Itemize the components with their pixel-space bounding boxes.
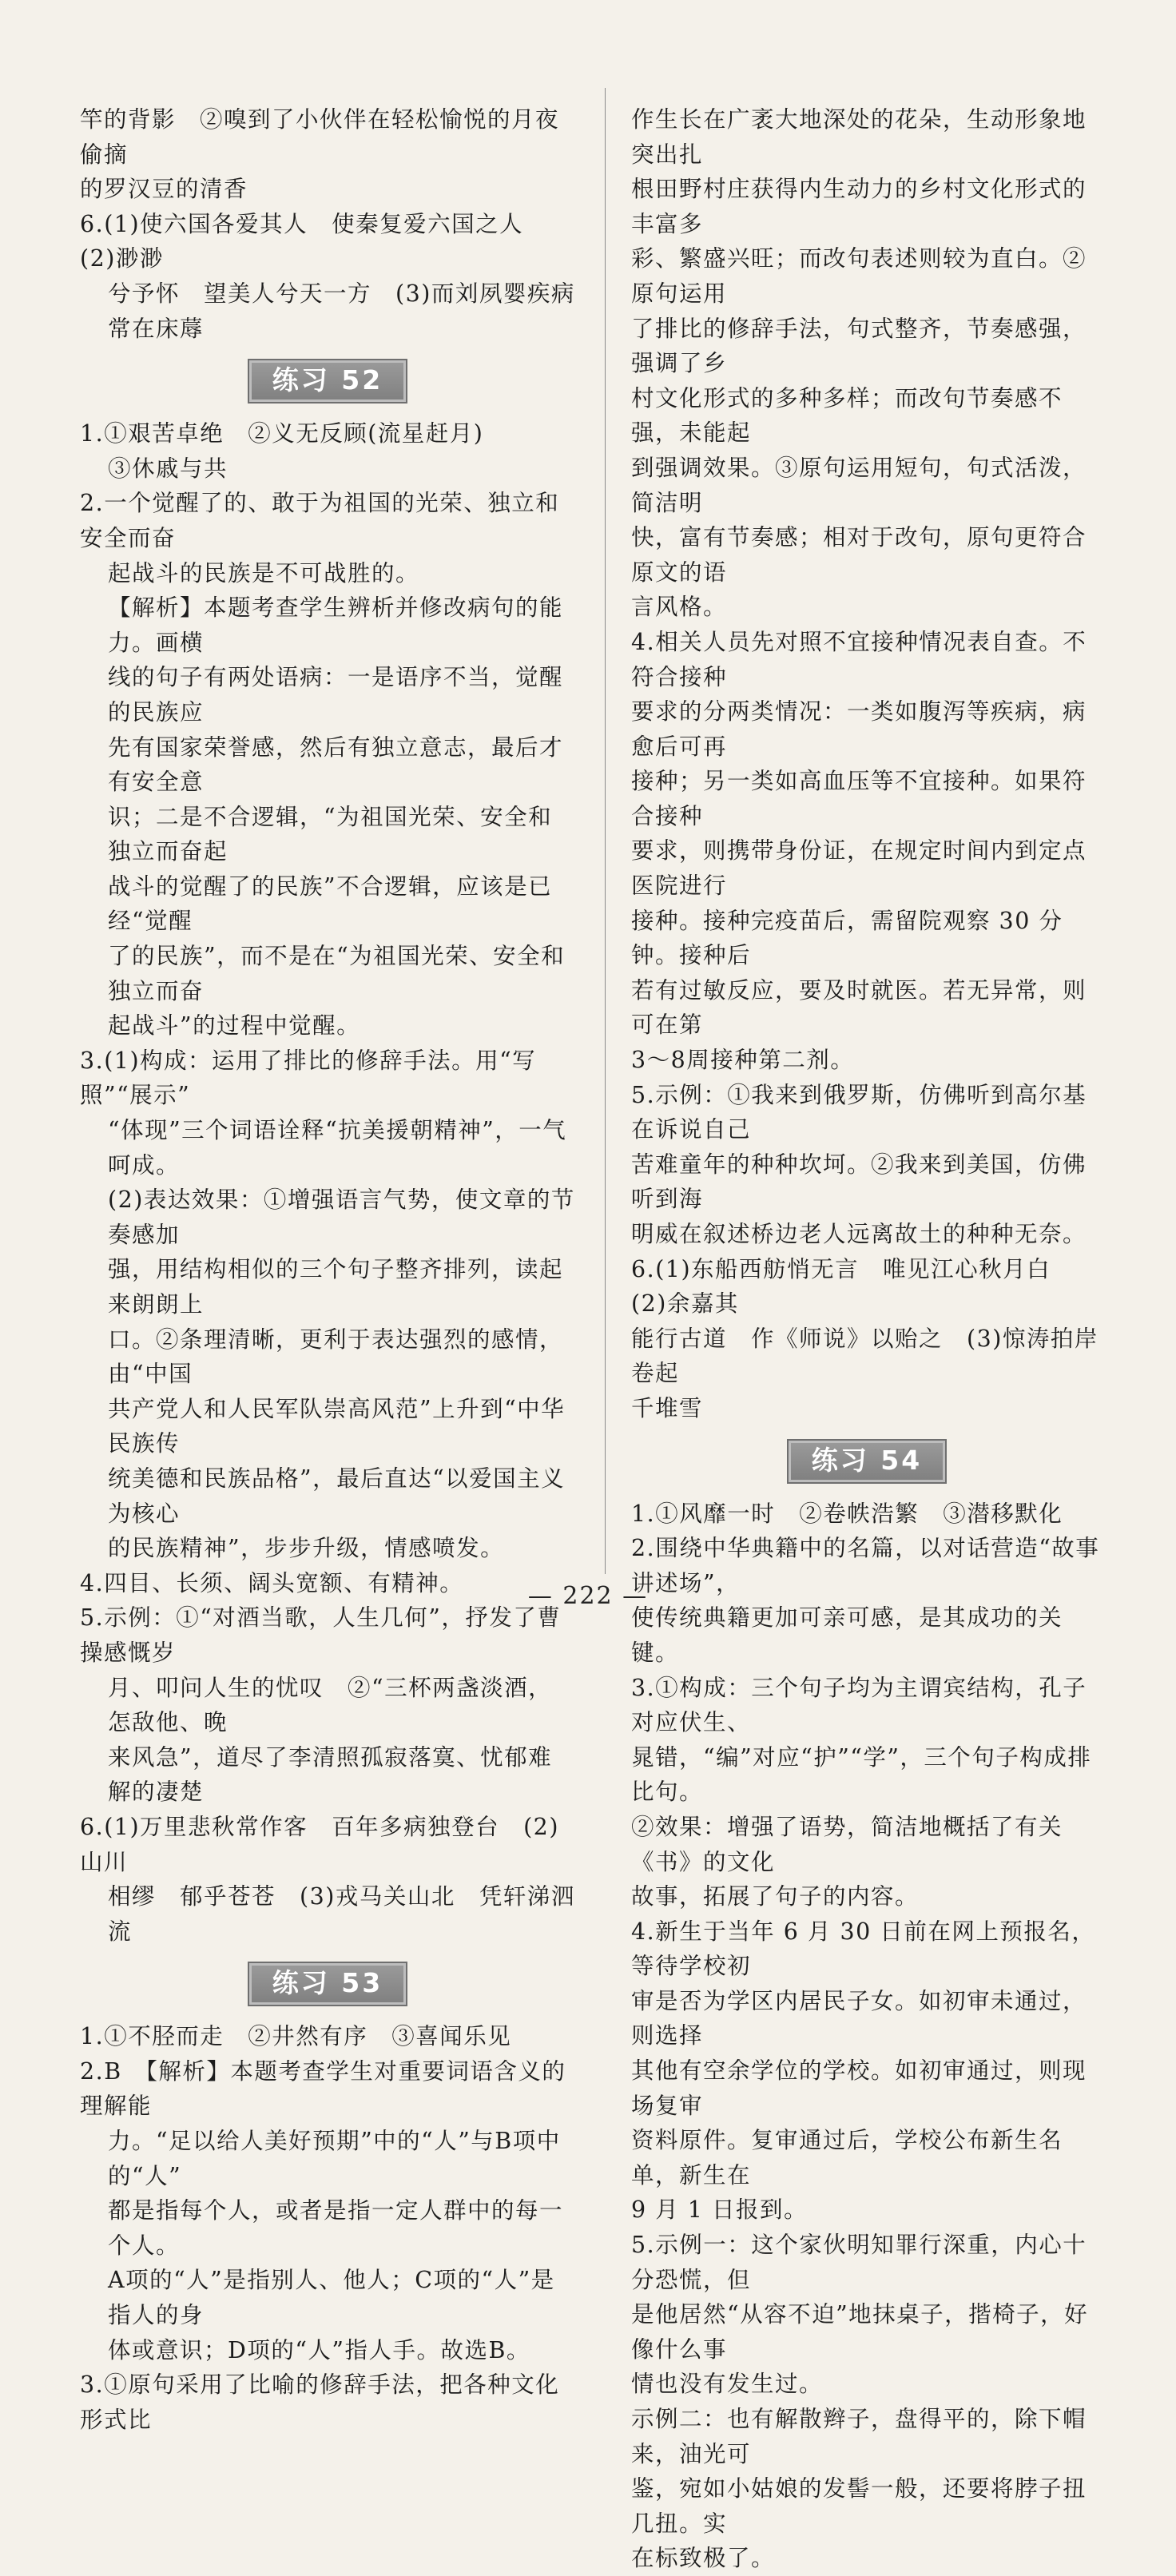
- text-line: 在标致极了。: [631, 2545, 776, 2572]
- text-line: ③休戚与共: [108, 455, 228, 482]
- text-line: 情也没有发生过。: [631, 2371, 824, 2398]
- text-line: 1.①风靡一时 ②卷帙浩繁 ③潜移默化: [631, 1500, 1063, 1527]
- text-line: 5.示例：①我来到俄罗斯，仿佛听到高尔基在诉说自己: [631, 1081, 1087, 1143]
- text-line: 3.①构成：三个句子均为主谓宾结构，孔子对应伏生、: [631, 1674, 1087, 1736]
- text-line: 战斗的觉醒了的民族”不合逻辑，应该是已经“觉醒: [108, 873, 553, 935]
- text-line: 月、叩问人生的忧叹 ②“三杯两盏淡酒，怎敌他、晚: [108, 1674, 553, 1736]
- text-line: 都是指每个人，或者是指一定人群中的每一个人。: [108, 2197, 564, 2259]
- text-line: 千堆雪: [631, 1394, 704, 1421]
- exercise-52-header: [80, 346, 575, 416]
- text-line: 接种。接种完疫苗后，需留院观察 30 分钟。接种后: [631, 907, 1063, 969]
- left-top-section: [80, 102, 575, 346]
- text-line: 2.一个觉醒了的、敢于为祖国的光荣、独立和安全而奋: [80, 490, 560, 551]
- text-line: 鉴，宛如小姑娘的发髻一般，还要将脖子扭几扭。实: [631, 2475, 1087, 2537]
- text-line: 1.①艰苦卓绝 ②义无反顾(流星赶月): [80, 420, 484, 447]
- text-line: 能行古道 作《师说》以贻之 (3)惊涛拍岸 卷起: [631, 1325, 1122, 1387]
- text-line: 力。“足以给人美好预期”中的“人”与B项中的“人”: [108, 2128, 561, 2189]
- text-line: 强，用结构相似的三个句子整齐排列，读起来朗朗上: [108, 1256, 564, 1318]
- text-line: 常在床蓐: [108, 315, 205, 342]
- exercise-54-header: [631, 1426, 1102, 1497]
- text-line: 兮予怀 望美人兮天一方 (3)而刘夙婴疾病: [108, 280, 575, 307]
- text-line: 要求的分两类情况：一类如腹泻等疾病，病愈后可再: [631, 698, 1087, 760]
- exercise-53-header: [80, 1949, 575, 2019]
- text-line: 体或意识；D项的“人”指人手。故选B。: [108, 2336, 530, 2363]
- text-line: 故事，拓展了句子的内容。: [631, 1883, 920, 1910]
- text-line: ②效果：增强了语势，简洁地概括了有关《书》的文化: [631, 1813, 1063, 1875]
- text-line: 的罗汉豆的清香: [80, 176, 248, 203]
- text-line: 1.①不胫而走 ②井然有序 ③喜闻乐见: [80, 2023, 512, 2050]
- text-line: 共产党人和人民军队崇高风范”上升到“中华民族传: [108, 1395, 566, 1457]
- text-line: 2.围绕中华典籍中的名篇，以对话营造“故事讲述场”，: [631, 1535, 1100, 1596]
- text-line: A项的“人”是指别人、他人；C项的“人”是指人的身: [108, 2267, 555, 2329]
- text-line: 3.(1)构成：运用了排比的修辞手法。用“写照”“展示”: [80, 1047, 537, 1109]
- text-line: 到强调效果。③原句运用短句，句式活泼，简洁明: [631, 454, 1087, 516]
- text-line: 言风格。: [631, 594, 728, 621]
- text-line: 6.(1)东船西舫悄无言 唯见江心秋月白 (2)余嘉其: [631, 1255, 1075, 1318]
- text-line: 审是否为学区内居民子女。如初审未通过，则选择: [631, 1987, 1087, 2049]
- text-line: 3.①原句采用了比喻的修辞手法，把各种文化形式比: [80, 2371, 560, 2433]
- text-line: (2)表达效果：①增强语言气势，使文章的节奏感加: [108, 1187, 575, 1248]
- text-line: 口。②条理清晰，更利于表达强烈的感情，由“中国: [108, 1326, 564, 1388]
- text-line: 相缪 郁乎苍苍 (3)戎马关山北 凭轩涕泗流: [108, 1883, 575, 1945]
- left-column: [80, 102, 575, 2437]
- text-line: 是他居然“从容不迫”地抹桌子，揩椅子，好像什么事: [631, 2301, 1089, 2363]
- text-line: 统美德和民族品格”，最后直达“以爱国主义为核心: [108, 1465, 566, 1527]
- right-column: [631, 102, 1122, 2576]
- text-line: 晁错，“编”对应“护”“学”，三个句子构成排比句。: [631, 1743, 1092, 1806]
- text-line: 快，富有节奏感；相对于改句，原句更符合原文的语: [631, 524, 1087, 586]
- exercise-52-title: 练习 52: [248, 359, 407, 403]
- text-line: 4.四目、长须、阔头宽额、有精神。: [80, 1569, 464, 1596]
- text-line: 使传统典籍更加可亲可感，是其成功的关键。: [631, 1604, 1063, 1666]
- exercise-52-body: [80, 416, 575, 1949]
- text-line: 彩、繁盛兴旺；而改句表述则较为直白。②原句运用: [631, 245, 1087, 307]
- right-top-section: [631, 102, 1122, 1426]
- text-line: 9 月 1 日报到。: [631, 2196, 808, 2224]
- text-line: “体现”三个词语诠释“抗美援朝精神”，一气呵成。: [108, 1117, 567, 1179]
- analysis-line: 【解析】本题考查学生辨析并修改病句的能力。画横: [108, 594, 564, 656]
- text-line: 村文化形式的多种多样；而改句节奏感不强，未能起: [631, 384, 1063, 447]
- text-line: 先有国家荣誉感，然后有独立意志，最后才有安全意: [108, 733, 564, 796]
- text-line: 6.(1)使六国各爱其人 使秦复爱六国之人 (2)渺渺: [80, 210, 548, 272]
- exercise-54-body: [631, 1497, 1102, 2576]
- text-line: 来风急”，道尽了李清照孤寂落寞、忧郁难解的凄楚: [108, 1743, 553, 1806]
- text-line: 其他有空余学位的学校。如初审通过，则现场复审: [631, 2057, 1087, 2119]
- text-line: 要求，则携带身份证，在规定时间内到定点医院进行: [631, 837, 1087, 900]
- exercise-53-body: [80, 2019, 575, 2437]
- text-line: 3～8周接种第二剂。: [631, 1047, 855, 1074]
- column-divider: [605, 88, 606, 1574]
- text-line: 线的句子有两处语病：一是语序不当，觉醒的民族应: [108, 664, 564, 725]
- text-line: 的民族精神”，步步升级，情感喷发。: [108, 1535, 505, 1562]
- text-line: 5.示例：①“对酒当歌，人生几何”，抒发了曹操感慨岁: [80, 1604, 562, 1666]
- text-line: 了排比的修辞手法，句式整齐，节奏感强，强调了乡: [631, 315, 1087, 377]
- text-line: 6.(1)万里悲秋常作客 百年多病独登台 (2)山川: [80, 1813, 559, 1875]
- text-line: 根田野村庄获得内生动力的乡村文化形式的丰富多: [631, 176, 1087, 237]
- text-line: 起战斗”的过程中觉醒。: [108, 1012, 361, 1040]
- text-line: 了的民族”，而不是在“为祖国光荣、安全和独立而奋: [108, 943, 566, 1004]
- text-line: 竿的背影 ②嗅到了小伙伴在轻松愉悦的月夜偷摘: [80, 106, 560, 168]
- text-line: 示例二：也有解散辫子，盘得平的，除下帽来，油光可: [631, 2406, 1087, 2467]
- text-line: 起战斗的民族是不可战胜的。: [108, 559, 420, 586]
- text-line: 4.相关人员先对照不宜接种情况表自查。不符合接种: [631, 628, 1087, 690]
- text-line: 作生长在广袤大地深处的花朵，生动形象地突出扎: [631, 106, 1087, 168]
- text-line: 若有过敏反应，要及时就医。若无异常，则可在第: [631, 976, 1087, 1039]
- text-line: 苦难童年的种种坎坷。②我来到美国，仿佛听到海: [631, 1151, 1087, 1213]
- text-line: 明威在叙述桥边老人远离故土的种种无奈。: [631, 1221, 1087, 1247]
- page-number: — 222 —: [527, 1582, 649, 1610]
- text-line: 2.B 【解析】本题考查学生对重要词语含义的理解能: [80, 2057, 566, 2120]
- text-line: 5.示例一：这个家伙明知罪行深重，内心十分恐慌，但: [631, 2232, 1087, 2293]
- exercise-53-title: 练习 53: [248, 1962, 407, 2006]
- text-line: 识；二是不合逻辑，“为祖国光荣、安全和独立而奋起: [108, 803, 553, 865]
- text-line: 4.新生于当年 6 月 30 日前在网上预报名，等待学校初: [631, 1918, 1096, 1980]
- exercise-54-title: 练习 54: [787, 1439, 947, 1484]
- text-line: 接种；另一类如高血压等不宜接种。如果符合接种: [631, 768, 1087, 829]
- text-line: 资料原件。复审通过后，学校公布新生名单，新生在: [631, 2127, 1063, 2188]
